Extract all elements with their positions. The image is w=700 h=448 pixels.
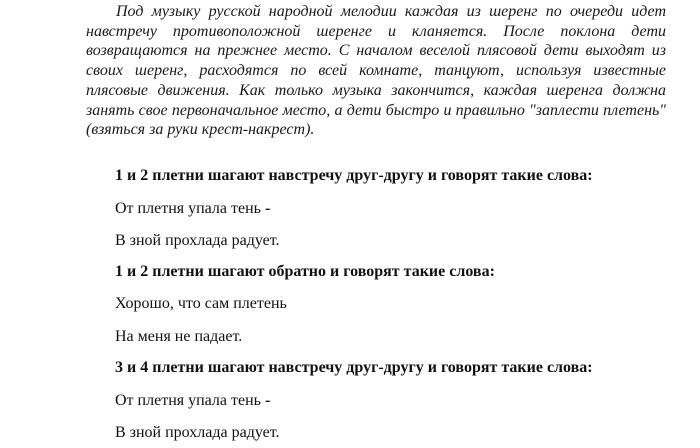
heading-3: 3 и 4 плетни шагают навстречу друг-другу и говорят такие слова:	[115, 359, 593, 376]
verse-1-line-1-dash: -	[264, 200, 271, 217]
verse-1-line-2: В зной прохлада радует.	[115, 232, 280, 249]
verse-1-line-1-text: От плетня упала тень	[115, 200, 261, 217]
intro-paragraph: Под музыку русской народной мелодии каждая из шеренг по очереди идет навстречу противоположной шеренге и кланяется. После поклона дети возвращаются на прежнее место. С началом веселой плясовой дети выходят из своих шеренг, расходятся по всей комнате, танцуют, используя известные плясовые движения. Как только музыка закончится, каждая шеренга должна занять свое первоначальное место, а дети быстро и правильно "заплести плетень" (взяться за руки крест-накрест).	[86, 3, 666, 139]
verse-2-line-1: Хорошо, что сам плетень	[115, 295, 287, 312]
verse-1-line-1	[115, 199, 270, 218]
verse-3-line-1	[115, 391, 270, 410]
heading-2: 1 и 2 плетни шагают обратно и говорят такие слова:	[115, 263, 495, 280]
verse-2-line-2: На меня не падает.	[115, 328, 243, 345]
heading-1: 1 и 2 плетни шагают навстречу друг-другу и говорят такие слова:	[115, 167, 593, 184]
verse-3-line-2: В зной прохлада радует.	[115, 424, 280, 441]
verse-3-line-1-text: От плетня упала тень	[115, 392, 261, 409]
verse-3-line-1-dash: -	[264, 392, 271, 409]
